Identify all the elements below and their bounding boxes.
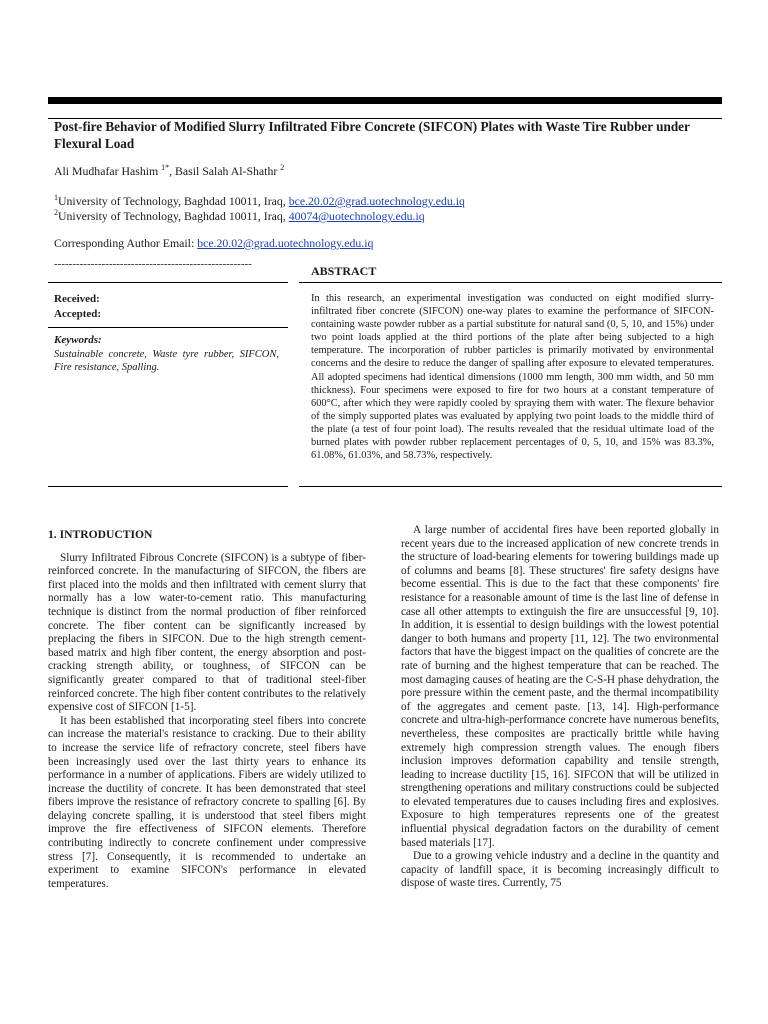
abstract-rule-top (299, 282, 722, 283)
affiliations (54, 194, 465, 224)
corresponding-author (54, 236, 373, 251)
received-label: Received: (54, 293, 100, 305)
header-thick-rule (48, 97, 722, 104)
body-column-right (401, 524, 719, 891)
left-panel-rule-bottom (48, 486, 288, 487)
author-1: Ali Mudhafar Hashim (54, 164, 162, 178)
dashed-separator: ------------------------------------------------------ (54, 258, 252, 270)
affiliation-1-sup: 1 (54, 193, 58, 203)
body-column-left (48, 524, 366, 891)
affiliation-1 (54, 194, 465, 209)
author-line (54, 164, 284, 179)
author-2-sup: 2 (280, 163, 285, 173)
corresponding-email-link[interactable]: bce.20.02@grad.uotechnology.edu.iq (197, 236, 374, 250)
left-panel-rule-mid (48, 327, 288, 328)
paper-title: Post-fire Behavior of Modified Slurry Infiltrated Fibre Concrete (SIFCON) Plates with Waste Tire Rubber under Flexural Load (54, 119, 690, 151)
abstract-rule-bottom (299, 486, 722, 487)
author-1-sup: 1* (161, 163, 170, 173)
affiliation-1-text: University of Technology, Baghdad 10011, Iraq, (58, 194, 289, 208)
affiliation-1-email-link[interactable]: bce.20.02@grad.uotechnology.edu.iq (288, 194, 465, 208)
affiliation-2 (54, 209, 465, 224)
intro-paragraph-4: Due to a growing vehicle industry and a decline in the quantity and capacity of landfill space, it is becoming increasingly difficult to dispose of waste tires. Currently, 75 (401, 850, 719, 890)
intro-paragraph-3: A large number of accidental fires have been reported globally in recent years due to the increased application of new concrete trends in the structure of load-bearing elements for towering buildings made up of columns and beams [8]. These structures' fire safety designs have become essential. This is due to the fact that these components' fire resistance for a reasonable amount of time is the last line of defense in case all other attempts to extinguish the fire are unsuccessful [9, 10]. In addition, it is essential to design buildings with the lowest potential danger to both humans and property [11, 12]. The two environmental factors that have the biggest impact on the qualities of concrete are the rate of burning and the highest temperature that can be reached. The most damaging causes of heating are the C-S-H phase dehydration, the pore pressure within the cement paste, and the thermal incompatibility of the aggregates and cement paste. [13, 14]. High-performance concrete and ultra-high-performance concrete have numerous benefits, nevertheless, these composites are practically brittle while having extremely high compression strength values. The enough fibers inclusion improves deformation capability and tensile strength, leading to increase ductility [15, 16]. SIFCON that will be utilized in strengthening operations and military constructions could be subjected to elevated temperatures due to causes including fires and explosives. Exposure to high temperatures represents one of the greatest influential physical degradation factors on the durability of cement based materials [17]. (401, 524, 719, 849)
left-panel-rule-top (48, 282, 288, 283)
intro-paragraph-1: Slurry Infiltrated Fibrous Concrete (SIFCON) is a subtype of fiber-reinforced concrete. In the manufacturing of SIFCON, the fibers are first placed into the molds and then infiltrated with cement slurry that normally has a low water-to-cement ratio. This manufacturing technique is distinct from the normal production of fiber reinforced concrete. The fiber content can be significantly increased by preplacing the fibers in SIFCON. Due to the high strength cement-based matrix and high fiber content, the energy absorption and post-cracking strength ability, or toughness, of SIFCON can be significantly greater compared to that of traditional steel-fiber reinforced concrete. The high fiber content contributes to the relatively expensive cost of SIFCON [1-5]. (48, 551, 366, 714)
affiliation-2-text: University of Technology, Baghdad 10011, Iraq, (58, 209, 289, 223)
keywords-heading: Keywords: (54, 334, 102, 346)
section-heading-introduction: 1. INTRODUCTION (48, 528, 153, 541)
abstract-text: In this research, an experimental investigation was conducted on eight modified slurry-infiltrated fiber concrete (SIFCON) one-way plates to examine the performance of SIFCON-containing waste powder rubber as a partial substitute for natural sand (0, 5, 10, and 15%) under two point loads applied at the third portions of the plate after being subjected to a high temperature. The incorporation of rubber particles is primarily motivated by environmental concerns and the desire to reduce the danger of spalling after exposure to elevated temperatures. All adopted specimens had identical dimensions (1000 mm length, 300 mm width, and 50 mm thickness). Four specimens were exposed to fire for two hours at a constant temperature of 600°C, after which they were rapidly cooled by spraying them with water. The flexure behavior of the simply supported plates was evaluated by applying two point loads to the middle third of the plate (a test of four point load). The results revealed that the residual ultimate load of the burned plates with powder rubber replacement percentages of 0, 5, 10, and 15% was 83.3%, 61.08%, 61.03%, and 58.73%, respectively. (311, 293, 714, 462)
author-separator: , Basil Salah Al-Shathr (169, 164, 281, 178)
intro-paragraph-2: It has been established that incorporating steel fibers into concrete can increase the material's resistance to cracking. Due to their ability to increase the service life of refractory concrete, steel fibers have been increasingly used over the last thirty years to enhance its performance in a number of applications. Fibers are widely utilized to increase the ductility of concrete. It has been demonstrated that steel fibers improve the resistance of refractory concrete to spalling [6]. By delaying concrete spalling, it is understood that steel fibers might improve the fire effectiveness of SIFCON elements. Therefore contributing indirectly to concrete confinement under compressive stress [7]. Consequently, it is recommended to undertake an experiment to examine SIFCON's performance in elevated temperatures. (48, 714, 366, 890)
affiliation-2-sup: 2 (54, 208, 58, 218)
dates-block (54, 292, 101, 322)
affiliation-2-email-link[interactable]: 40074@uotechnology.edu.iq (288, 209, 425, 223)
corresponding-label: Corresponding Author Email: (54, 236, 198, 250)
abstract-heading: ABSTRACT (311, 264, 377, 278)
keywords-text: Sustainable concrete, Waste tyre rubber, SIFCON, Fire resistance, Spalling. (54, 349, 279, 373)
accepted-label: Accepted: (54, 308, 102, 320)
